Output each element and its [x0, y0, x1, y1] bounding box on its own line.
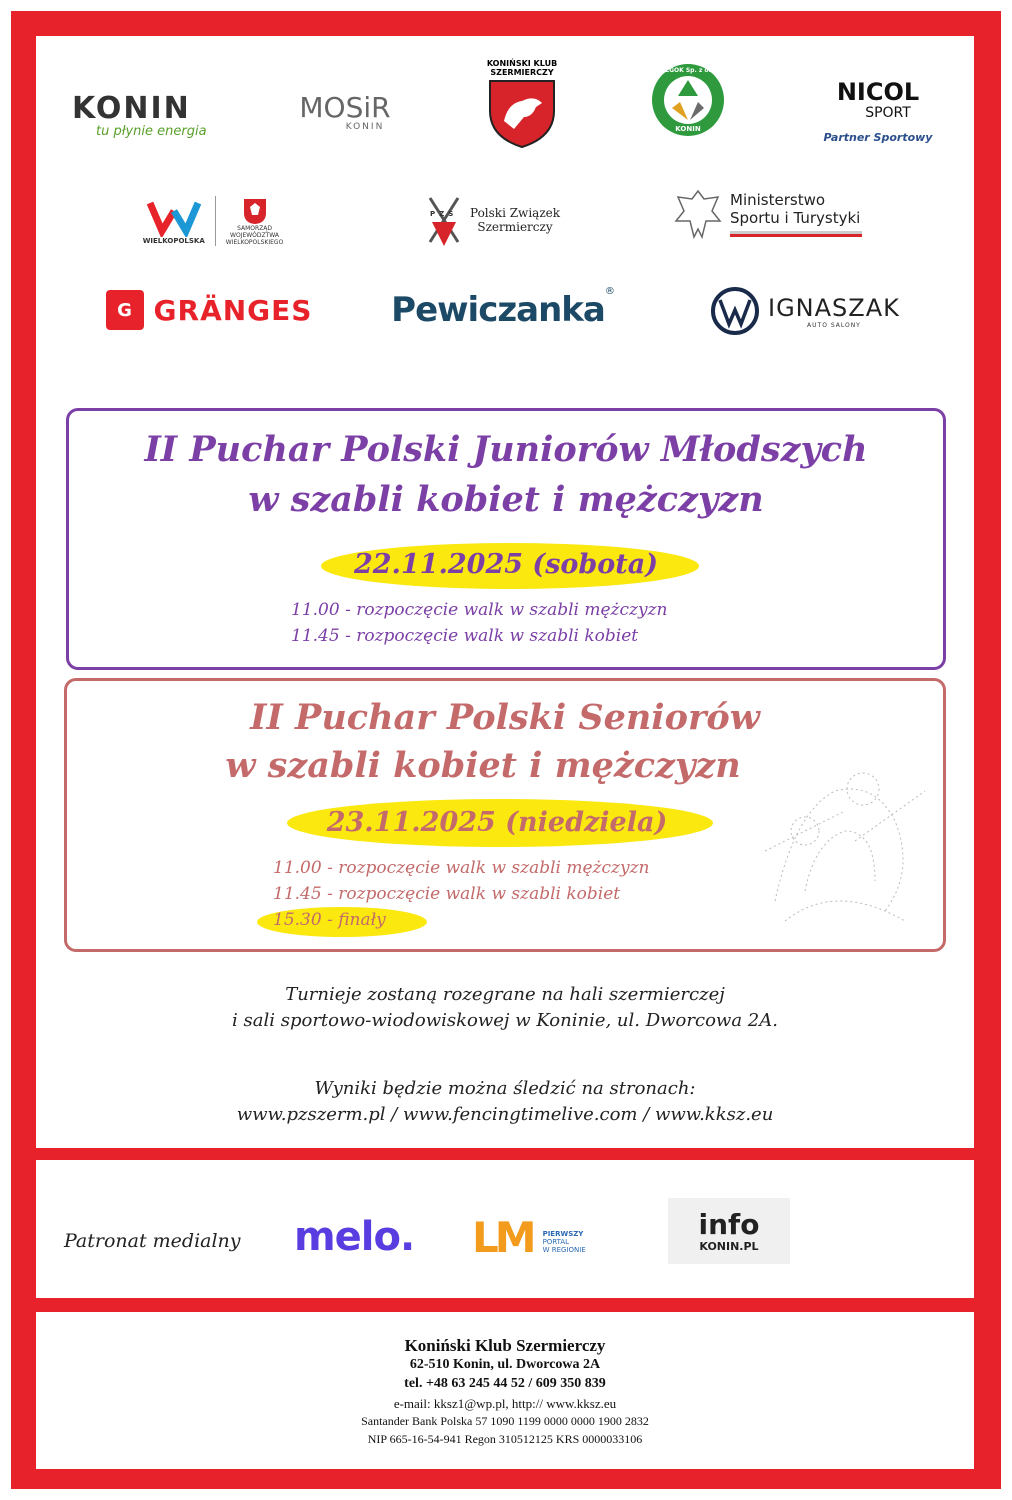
- w-mark-icon: [146, 197, 202, 237]
- nicol-sub: SPORT: [865, 104, 911, 121]
- ignaszak-logo: [710, 284, 910, 338]
- club-ids: NIP 665-16-54-941 Regon 310512125 KRS 0000033106: [367, 1432, 643, 1446]
- pzs-badge: PZS: [429, 210, 458, 218]
- pewiczanka-name: Pewiczanka: [391, 290, 605, 330]
- mosir-logo-sub: KONIN: [345, 122, 385, 132]
- infokonin-logo: [668, 1198, 790, 1264]
- melo-logo: melo.: [294, 1214, 415, 1260]
- club-name: Koniński Klub Szermierczy: [404, 1336, 606, 1355]
- vw-icon: [710, 286, 760, 336]
- pzs-line2: Szermierczy: [477, 220, 553, 234]
- eagle-crest-icon: [242, 197, 268, 225]
- granges-mark: [106, 290, 144, 330]
- granges-mark-letter: G: [117, 299, 132, 321]
- event-juniors-box: [66, 408, 946, 670]
- nicol-caption: Partner Sportowy: [823, 130, 933, 144]
- pzs-line1: Polski Związek: [469, 206, 561, 220]
- lm-mark: LM: [472, 1212, 533, 1262]
- flag-stripe: [730, 231, 862, 237]
- event2-title-line2: w szabli kobiet i mężczyzn: [225, 745, 741, 786]
- event1-schedule-1: 11.00 - rozpoczęcie walk w szabli mężczyzn: [291, 600, 668, 620]
- media-label: Patronat medialny: [64, 1230, 241, 1252]
- granges-name: GRÄNGES: [153, 293, 313, 327]
- lm-text2: PORTAL: [542, 1238, 570, 1246]
- lm-text1: PIERWSZY: [542, 1230, 584, 1238]
- club-address: 62-510 Konin, ul. Dworcowa 2A: [409, 1357, 601, 1372]
- mzgok-bottom-text: KONIN: [675, 125, 701, 133]
- kks-crest-logo: [472, 56, 572, 152]
- venue-line2: i sali sportowo-wiodowiskowej w Koninie, ul. Dworcowa 2A.: [232, 1010, 778, 1031]
- konin-logo: [72, 88, 232, 144]
- ministerstwo-line2: Sportu i Turystyki: [730, 209, 861, 227]
- wielkopolska-logo: [128, 186, 298, 256]
- contact-footer-panel: [36, 1312, 974, 1469]
- event1-title-line1: II Puchar Polski Juniorów Młodszych: [144, 429, 868, 470]
- ignaszak-name: IGNASZAK: [768, 293, 900, 322]
- pzs-logo: [412, 188, 572, 252]
- mosir-logo-name: MOSiR: [299, 91, 391, 124]
- results-links[interactable]: www.pzszerm.pl / www.fencingtimelive.com / www.kksz.eu: [236, 1104, 774, 1125]
- main-panel: [36, 36, 974, 1148]
- event1-date: 22.11.2025 (sobota): [353, 549, 659, 580]
- crossed-sabres-icon: [424, 192, 464, 248]
- club-phone: tel. +48 63 245 44 52 / 609 350 839: [404, 1376, 606, 1391]
- results-line1: Wyniki będzie można śledzić na stronach:: [314, 1078, 696, 1099]
- club-email[interactable]: e-mail: kksz1@wp.pl, http:// www.kksz.eu: [393, 1396, 617, 1411]
- infokonin-top: info: [698, 1207, 760, 1241]
- lm-logo: [472, 1214, 612, 1260]
- event2-title-line1: II Puchar Polski Seniorów: [250, 697, 760, 738]
- konin-logo-slogan: tu płynie energia: [96, 123, 207, 139]
- mzgok-top-text: MZGOK Sp. z o.o.: [658, 67, 718, 74]
- wielkopolska-label: WIELKOPOLSKA: [142, 237, 205, 245]
- mzgok-logo: [650, 62, 726, 138]
- event2-date: 23.11.2025 (niedziela): [326, 807, 668, 838]
- event-seniors-box: [64, 678, 946, 952]
- samorzad-line1: SAMORZĄD: [237, 224, 272, 232]
- pewiczanka-reg: ®: [604, 286, 615, 297]
- white-eagle-icon: [672, 185, 724, 243]
- nicol-name: NICOL: [836, 77, 920, 106]
- konin-logo-name: KONIN: [72, 90, 191, 126]
- samorzad-line2: WOJEWÓDZTWA: [230, 231, 280, 239]
- pewiczanka-logo: [391, 286, 615, 334]
- event1-schedule-2: 11.45 - rozpoczęcie walk w szabli kobiet: [291, 626, 639, 646]
- granges-logo: [104, 288, 314, 332]
- event2-schedule-2: 11.45 - rozpoczęcie walk w szabli kobiet: [273, 884, 621, 904]
- mosir-logo: [290, 88, 400, 138]
- ministerstwo-line1: Ministerstwo: [730, 191, 826, 209]
- ignaszak-sub: AUTO SALONY: [807, 321, 861, 329]
- shield-icon: [484, 77, 560, 149]
- media-patronage-panel: [36, 1160, 974, 1298]
- venue-line1: Turnieje zostaną rozegrane na hali szermierczej: [285, 984, 725, 1005]
- lm-text3: W REGIONIE: [542, 1246, 586, 1254]
- kks-crest-line1: KONIŃSKI KLUB: [486, 59, 558, 68]
- nicol-sport-logo: [798, 64, 958, 158]
- club-bank: Santander Bank Polska 57 1090 1199 0000 0000 1900 2832: [361, 1414, 649, 1428]
- infokonin-bottom: KONIN.PL: [699, 1239, 759, 1253]
- ministerstwo-logo: [672, 182, 872, 246]
- samorzad-line3: WIELKOPOLSKIEGO: [225, 238, 284, 246]
- kks-crest-line2: SZERMIERCZY: [490, 68, 554, 77]
- event1-title-line2: w szabli kobiet i mężczyzn: [248, 479, 764, 520]
- event2-schedule-3: 15.30 - finały: [273, 910, 386, 930]
- event2-schedule-1: 11.00 - rozpoczęcie walk w szabli mężczyzn: [273, 858, 650, 878]
